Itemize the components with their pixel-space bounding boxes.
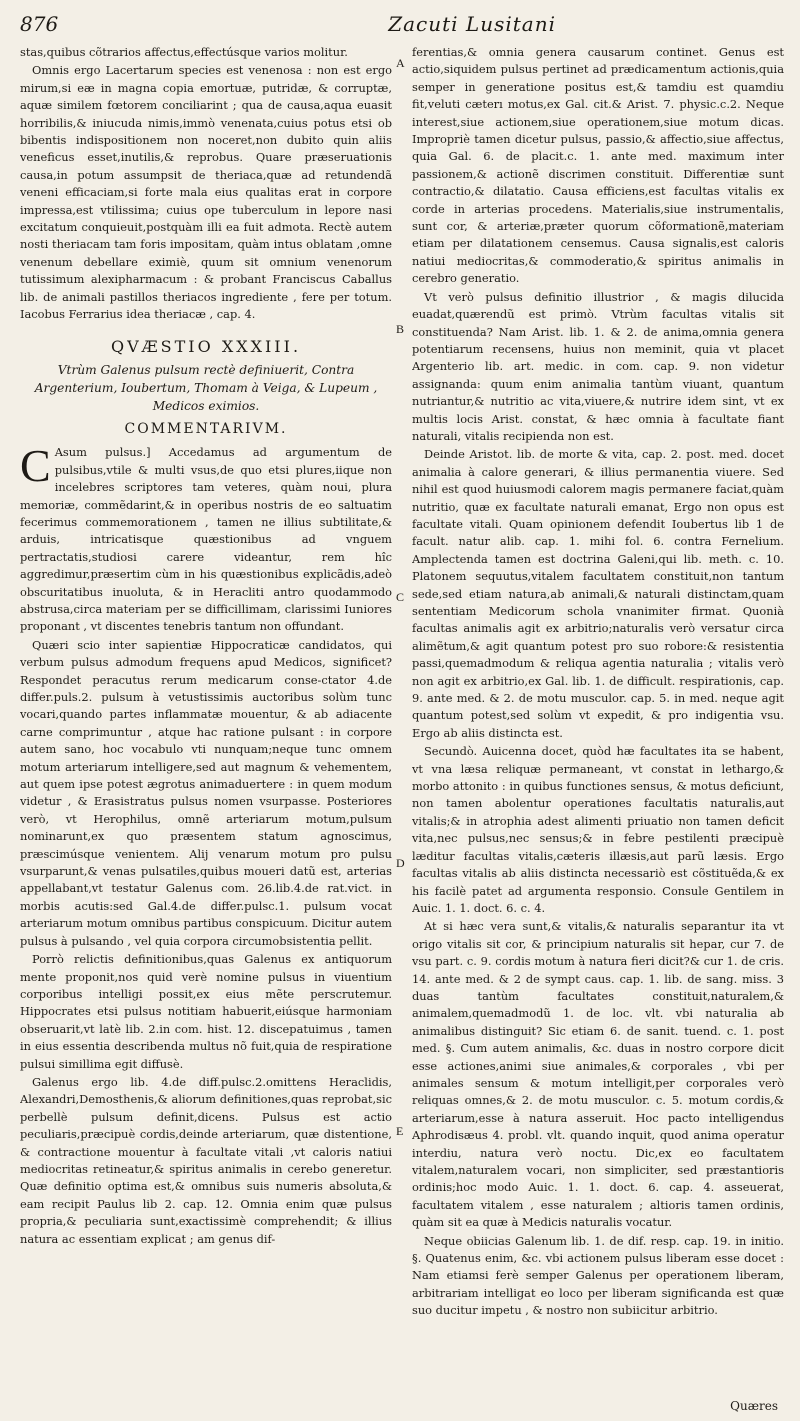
paragraph: Omnis ergo Lacertarum species est venenosa : non est ergo mirum,si eæ in magna copia emortuæ, putridæ, & corruptæ, aquæ similem fœtorem conciliarint ; qua de causa,aqua euasit horribilis,& iniucuda nimis,immò venenata,cuius potus etsi ob bibentis indispositionem non noceret,non dubito quin aliis veneficus esset,inutilis,& reprobus. Quare præseruationis causa,in potum assumpsit de theriaca,quæ ad retundendã veneni efficaciam,si forte mala eius qualitas erat in corpore impressa,est vtilissima; cuius ope tuberculum in lepore nasi excitatum conquieuit,postquàm illi ea fuit admota. Rectè autem nosti theriacam tam foris impositam, quàm intus oblatam ,omne venenum debellare eximiè, quum sit omnium venenorum tutissimum alexipharmacum : & probant Franciscus Caballus lib. de animali pastillos theriacos ingrediente , fere per totum. Iacobus Ferrarius idea theriacæ , cap. 4.	[20, 63, 392, 322]
margin-letter-b: B	[396, 322, 405, 336]
paragraph: Deinde Aristot. lib. de morte & vita, cap. 2. post. med. docet animalia à calore generari, & illius permanentia viuere. Sed nihil est quod huiusmodi calorem magis permanere faciat,quàm nutritio, quæ ex facultate naturali emanat, Ergo non opus est facultate vitali. Quam opinionem defendit Ioubertus lib 1 de facult. natur alib. cap. 1. mihi fol. 6. contra Fernelium. Amplectenda tamen est doctrina Galeni,qui lib. meth. c. 10. Platonem sequutus,vitalem facultatem constituit,non tantum sede,sed etiam natura,ab animali,& naturali distinctam,quam sententiam Medicorum schola vnanimiter firmat. Quonià facultas animalis agit ex arbitrio;naturalis verò versatur circa alimẽtum,& agit quantum potest pro suo robore:& resistentia passi,quemadmodum & reliqua agentia naturalia ; vitalis verò non agit ex arbitrio,ex Gal. lib. 1. de difficult. respirationis, cap. 9. ante med. & 2. de motu musculor. cap. 5. in med. neque agit quantum potest,sed solùm vt expedit, & pro indigentia vsu. Ergo ab aliis distincta est.	[412, 447, 784, 740]
question-heading: QVÆSTIO XXXIII.	[110, 336, 302, 356]
catchword: Quæres	[730, 1399, 778, 1413]
paragraph: Galenus ergo lib. 4.de diff.pulsc.2.omittens Heraclidis, Alexandri,Demosthenis,& aliorum definitiones,quas reprobat,sic perbellè pulsum definit,dicens. Pulsus est actio peculiaris,præcipuè cordis,deinde arteriarum, quæ distentione, & contractione mouentur à facultate vitali ,vt caloris natiui mediocritas retineatur,& spiritus animalis in cerebo generetur. Quæ definitio optima est,& omnibus suis numeris absoluta,& eam recipit Paulus lib 2. cap. 12. Omnia enim quæ pulsus propria,& peculiaria sunt,exactissimè comprehendit; & illius natura ac essentiam explicat ; am genus dif-	[20, 1074, 392, 1246]
left-column	[20, 44, 392, 1389]
paragraph: At si hæc vera sunt,& vitalis,& naturalis separantur ita vt origo vitalis sit cor, & principium naturalis sit hepar, cur 7. de vsu part. c. 9. cordis motum à natura fieri dicit?& cur 1. de cris. 14. ante med. & 2 de sympt caus. cap. 1. lib. de sang. miss. 3 duas tantùm facultates constituit,naturalem,& animalem,quemadmodũ 1. de loc. vlt. vbi naturalia ab animalibus distinguit? Sic etiam 6. de sanit. tuend. c. 1. post med. §. Cum autem animalis, &c. duas in nostro corpore dicit esse actiones,animi siue animales,& corporales , vbi per animales sensum & motum intelligit,per corporales verò reliquas omnes,& 2. de motu musculor. c. 5. motum cordis,& arteriarum,esse à natura asseruit. Hoc pacto intelligendus Aphrodisæus 4. probl. vlt. quando inquit, quod anima operatur interdiu, natura verò noctu. Dic,ex eo facultatem vitalem,naturalem vocari, non simpliciter, sed præstantioris ordinis;hoc modo Auic. 1. 1. doct. 6. cap. 4. asseuerat, facultatem vitalem , esse naturalem ; altioris tamen ordinis, quàm sit ea quæ à Medicis naturalis vocatur.	[412, 919, 784, 1230]
running-head: Zacuti Lusitani	[388, 12, 556, 36]
paragraph-with-dropcap	[20, 440, 392, 635]
drop-cap: C	[20, 440, 51, 492]
margin-letter-a: A	[396, 56, 405, 70]
question-title: Vtrùm Galenus pulsum rectè definiuerit, Contra Argenterium, Ioubertum, Thomam à Veiga, & Lupeum , Medicos eximios.	[34, 362, 378, 413]
paragraph: Quæri scio inter sapientiæ Hippocraticæ candidatos, qui verbum pulsus admodum frequens apud Medicos, significet? Respondet peracutus rerum medicarum conse-ctator 4.de differ.puls.2. pulsum à vetustissimis auctoribus solùm tunc vocari,quando partes inflammatæ mouentur, & ab adiacente carne comprimuntur , atque hac ratione pulsant : in corpore autem sano, hoc vocabulo vti nunquam;neque tunc omnem motum arteriarum intelligere,sed aut magnum & vehementem, aut quem ipse potest ægrotus animaduertere : in quem modum videtur , & Erasistratus pulsus nomen vsurpasse. Posteriores verò, vt Herophilus, omnẽ arteriarum motum,pulsum nominarunt,ex quo præsentem statum agnoscimus, præscimúsque venientem. Alij venarum motum pro pulsu vsurparunt,& venas pulsatiles,quibus moueri datũ est, arterias appellabant,vt testatur Galenus com. 26.lib.4.de rat.vict. in morbis acutis:sed Gal.4.de differ.pulsc.1. pulsum vocat arteriarum motum omnibus partibus conspicuum. Dicitur autem pulsus à pulsando , vel quia corpora circumobsistentia pellit.	[20, 637, 392, 948]
page-header	[20, 12, 782, 40]
margin-letter-d: D	[396, 856, 405, 870]
right-column	[412, 44, 784, 1389]
paragraph: Vt verò pulsus definitio illustrior , & magis dilucida euadat,quærendũ est primò. Vtrùm facultas vitalis sit constituenda? Nam Arist. lib. 1. & 2. de anima,omnia genera potentiarum recensens, huius non meminit, quia vt placet Argenterio lib. art. medic. in com. cap. 9. non videtur assignanda: quum enim animalia tantùm viuant, quantum nutriantur,& nutritio ac vita,viuere,& nutrire idem sint, vt ex multis locis Arist. constat, & hæc omnia à facultate fiant naturali, vitalis recipienda non est.	[412, 289, 784, 443]
paragraph: Secundò. Auicenna docet, quòd hæ facultates ita se habent, vt vna læsa reliquæ permaneant, vt constat in lethargo,& morbo attonito : in quibus functiones sensus, & motus deficiunt, non tamen abolentur operationes facultatis naturalis,aut vitalis;& in atrophia adest alimenti priuatio non tamen deficit vita,nec pulsus,nec sensus;& in febre pestilenti præcipuè læditur facultas vitalis,cæteris illæsis,aut parũ læsis. Ergo facultas vitalis ab aliis distincta necessariò est cõstituẽda,& ex his facilè patet ad argumenta responsio. Consule Gentilem in Auic. 1. 1. doct. 6. c. 4.	[412, 744, 784, 915]
margin-letter-e: E	[396, 1124, 404, 1138]
page-number: 876	[20, 12, 59, 36]
paragraph: Porrò relictis definitionibus,quas Galenus ex antiquorum mente proponit,nos quid verè nomine pulsus in viuentium corporibus intelligi possit,ex eius mẽte perscrutemur. Hippocrates etsi pulsus notitiam habuerit,eiúsque harmoniam obseruarit,vt latè lib. 2.in com. hist. 12. discepatuimus , tamen in eius essentia describenda multus nõ fuit,quia de respiratione pulsui simillima egit diffusè.	[20, 952, 392, 1071]
paragraph: stas,quibus cõtrarios affectus,effectúsque varios molitur.	[20, 45, 348, 59]
margin-letter-c: C	[396, 590, 405, 604]
paragraph: ferentias,& omnia genera causarum continet. Genus est actio,siquidem pulsus pertinet ad prædicamentum actionis,quia semper in generatione positus est,& tamdiu est quamdiu fit,veluti cæterı motus,ex Gal. cit.& Arist. 7. physic.c.2. Neque interest,siue actionem,siue operationem,siue motum dicas. Impropriè tamen dicetur pulsus, passio,& affectio,siue affectus, quia Gal. 6. de placit.c. 1. ante med. maximum inter passionem,& actionẽ discrimen constituit. Differentiæ sunt contractio,& dilatatio. Causa efficiens,est facultas vitalis ex corde in arterias procedens. Materialis,siue instrumentalis, sunt cor, & arteriæ,præter quorum cõformationẽ,materiam etiam per dilatationem censemus. Causa signalis,est caloris natiui mediocritas,& commoderatio,& spiritus animalis in cerebro generatio.	[412, 45, 784, 286]
paragraph: Neque obiicias Galenum lib. 1. de dif. resp. cap. 19. in initio. §. Quatenus enim, &c. vbi actionem pulsus liberam esse docet : Nam etiamsi ferè semper Galenus per operationem liberam, arbitrariam intelligat eo loco per liberam significanda est quæ suo ducitur impetu , & nostro non subiicitur arbitrio.	[412, 1233, 784, 1318]
text-columns	[20, 44, 784, 1389]
margin-letters	[396, 44, 410, 1389]
commentary-heading: COMMENTARIVM.	[124, 420, 288, 437]
paragraph-text: Asum pulsus.] Accedamus ad argumentum de pulsibus,vtile & multi vsus,de quo etsi plures,iique non incelebres scriptores tam veteres, quàm noui, plura memoriæ, commẽdarint,& in operibus nostris de eo saltuatim fecerimus commemorationem , tamen ne illius subtilitate,& arduis, intricatisque quæstionibus ad vnguem pertractatis,studiosi carere videantur, rem hîc aggredimur,præsertim cùm in his quæstionibus explicãdis,adeò obscuritatibus inuoluta, & in Heracliti antro quodammodo abstrusa,circa materiam per se difficillimam, clarissimi Iuniores proponant , vt discentes tenebris tantum non offundant.	[20, 445, 392, 634]
